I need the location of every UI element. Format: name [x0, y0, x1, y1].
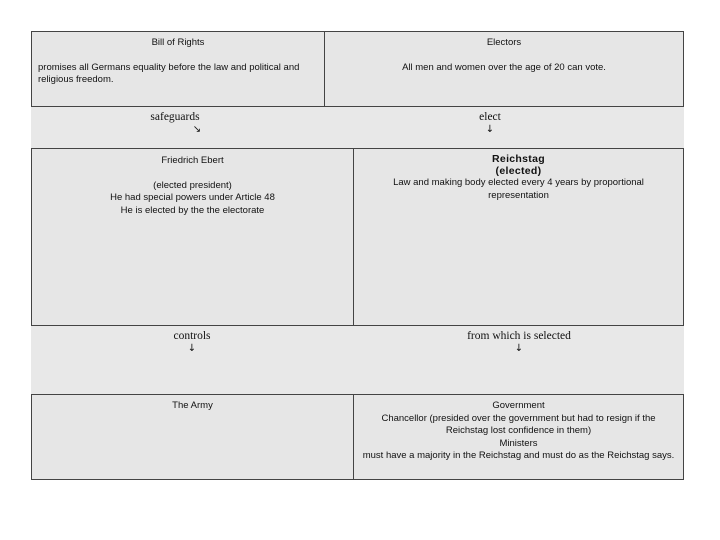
- elect-label: elect: [479, 111, 501, 123]
- ebert-title: Friedrich Ebert: [161, 155, 224, 166]
- bill-of-rights-title: Bill of Rights: [151, 37, 205, 48]
- government-box: [353, 394, 684, 480]
- government-line-1: Chancellor (presided over the government but had to resign if the Reichstag lost confidence in them): [381, 412, 656, 436]
- ebert-line-3: He is elected by the the electorate: [120, 204, 265, 216]
- friedrich-ebert-box: [31, 148, 354, 326]
- safeguards-connector: [125, 111, 225, 135]
- arrow-down-icon-2: ↓: [514, 343, 524, 354]
- ebert-details: [32, 180, 353, 218]
- controls-label: controls: [173, 330, 211, 342]
- reichstag-title: Reichstag: [492, 153, 545, 165]
- government-title: Government: [492, 400, 545, 411]
- electors-title: Electors: [486, 37, 522, 48]
- army-box: [31, 394, 354, 480]
- arrow-down-icon: ↓: [485, 124, 495, 135]
- reichstag-box: [353, 148, 684, 326]
- arrow-down-right-icon: ↘: [192, 124, 202, 135]
- reichstag-text: Law and making body elected every 4 years by proportional representation: [393, 177, 644, 201]
- bill-of-rights-box: [31, 31, 325, 107]
- arrow-down-thin-icon: ↓: [187, 343, 197, 354]
- government-line-3: must have a majority in the Reichstag and must do as the Reichstag says.: [362, 450, 675, 461]
- electors-box: [324, 31, 684, 107]
- army-title: The Army: [172, 400, 213, 411]
- ebert-line-1: (elected president): [153, 179, 232, 191]
- controls-connector: [142, 330, 242, 354]
- government-details: [362, 413, 675, 463]
- government-line-2: Ministers: [499, 437, 538, 449]
- selected-connector: [444, 330, 594, 354]
- elect-connector: [440, 111, 540, 135]
- selected-label: from which is selected: [467, 330, 571, 342]
- electors-text: All men and women over the age of 20 can vote.: [402, 61, 606, 73]
- ebert-line-2: He had special powers under Article 48: [110, 192, 275, 203]
- bill-of-rights-text: promises all Germans equality before the law and political and religious freedom.: [38, 61, 300, 85]
- safeguards-label: safeguards: [150, 111, 200, 123]
- reichstag-subtitle: (elected): [495, 165, 542, 177]
